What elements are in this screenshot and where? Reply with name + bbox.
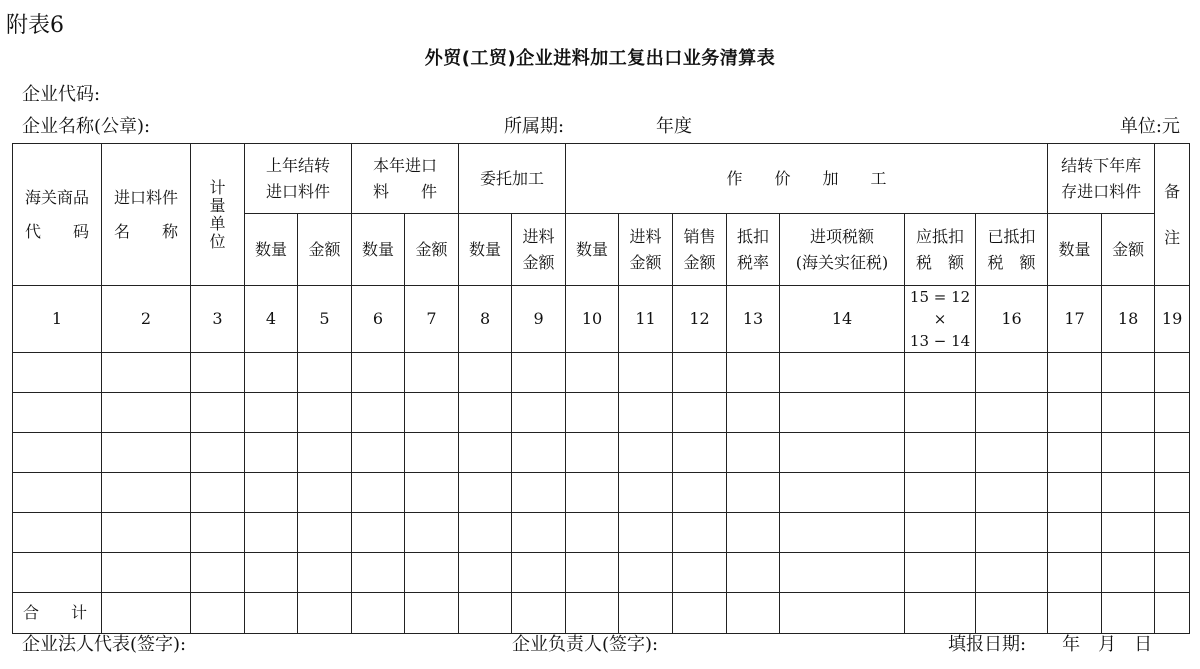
table-cell[interactable] [619,353,673,393]
company-code-label: 企业代码: [22,84,101,105]
table-cell[interactable] [976,513,1048,553]
col-number: 19 [1155,286,1190,353]
table-cell[interactable] [512,473,566,513]
header-this-year: 本年进口 料 件 [352,144,459,214]
table-cell[interactable] [102,433,191,473]
table-cell[interactable] [298,513,352,553]
col-number: 5 [298,286,352,353]
table-cell[interactable] [245,473,298,513]
table-cell[interactable] [619,393,673,433]
table-cell[interactable] [905,553,976,593]
company-name-label: 企业名称(公章): [22,116,151,137]
table-cell[interactable] [1048,593,1102,634]
table-cell[interactable] [352,393,405,433]
table-cell[interactable] [352,593,405,634]
table-cell[interactable] [352,353,405,393]
sub-deducted-tax: 已抵扣 税 额 [976,214,1048,286]
table-cell[interactable] [13,473,102,513]
table-row [13,473,1190,513]
table-cell[interactable] [566,553,619,593]
table-cell[interactable] [976,473,1048,513]
table-cell[interactable] [245,553,298,593]
table-cell[interactable] [1102,473,1155,513]
table-cell[interactable] [619,593,673,634]
table-cell[interactable] [245,353,298,393]
table-cell[interactable] [780,593,905,634]
col-number: 18 [1102,286,1155,353]
table-row [13,353,1190,393]
sub-qty: 数量 [566,214,619,286]
table-cell[interactable] [619,473,673,513]
total-label: 合 计 [13,593,102,634]
table-cell[interactable] [405,553,459,593]
sub-deductible-tax: 应抵扣 税 额 [905,214,976,286]
table-cell[interactable] [298,353,352,393]
table-cell[interactable] [245,393,298,433]
table-cell[interactable] [459,433,512,473]
table-cell[interactable] [1102,553,1155,593]
sub-deduction-rate: 抵扣 税率 [727,214,780,286]
table-cell[interactable] [1048,353,1102,393]
table-cell[interactable] [1155,353,1190,393]
column-number-row [13,286,1190,353]
table-cell[interactable] [566,513,619,553]
table-cell[interactable] [566,353,619,393]
table-cell[interactable] [619,553,673,593]
table-cell[interactable] [905,513,976,553]
table-cell[interactable] [298,473,352,513]
table-cell[interactable] [1048,433,1102,473]
table-cell[interactable] [1155,553,1190,593]
table-cell[interactable] [727,393,780,433]
table-cell[interactable] [905,433,976,473]
table-cell[interactable] [780,513,905,553]
table-cell[interactable] [298,593,352,634]
table-cell[interactable] [13,433,102,473]
sub-sales-amount: 销售 金额 [673,214,727,286]
table-cell[interactable] [245,433,298,473]
table-cell[interactable] [191,513,245,553]
table-cell[interactable] [102,513,191,553]
col-number: 8 [459,286,512,353]
table-cell[interactable] [102,393,191,433]
col-number: 6 [352,286,405,353]
header-unit: 计 量 单 位 [191,144,245,286]
table-row [13,433,1190,473]
settlement-table [12,143,1190,634]
fill-date-label: 填报日期: 年 月 日 [948,634,1153,655]
table-cell[interactable] [102,353,191,393]
legal-rep-signature-label: 企业法人代表(签字): [22,634,187,655]
table-cell[interactable] [1048,473,1102,513]
table-cell[interactable] [1048,393,1102,433]
sub-qty: 数量 [459,214,512,286]
sub-qty: 数量 [245,214,298,286]
table-cell[interactable] [459,473,512,513]
table-cell[interactable] [512,593,566,634]
col-number-formula: 15 = 12 × 13 − 14 [905,286,976,353]
table-cell[interactable] [1102,433,1155,473]
table-cell[interactable] [566,393,619,433]
table-cell[interactable] [976,593,1048,634]
sub-qty: 数量 [1048,214,1102,286]
table-cell[interactable] [1048,553,1102,593]
table-cell[interactable] [727,553,780,593]
col-number: 2 [102,286,191,353]
table-cell[interactable] [905,473,976,513]
table-cell[interactable] [298,393,352,433]
col-number: 3 [191,286,245,353]
table-cell[interactable] [512,513,566,553]
table-cell[interactable] [191,473,245,513]
header-commission: 委托加工 [459,144,566,214]
col-number: 14 [780,286,905,353]
table-cell[interactable] [459,353,512,393]
table-cell[interactable] [905,353,976,393]
table-cell[interactable] [1048,513,1102,553]
table-cell[interactable] [976,353,1048,393]
table-cell[interactable] [1102,593,1155,634]
table-cell[interactable] [1102,393,1155,433]
header-customs-code: 海关商品 代 码 [13,144,102,286]
col-number: 11 [619,286,673,353]
sub-imported-amount: 进料 金额 [512,214,566,286]
table-cell[interactable] [1102,513,1155,553]
header-row-groups [13,144,1190,214]
table-cell[interactable] [459,513,512,553]
form-title: 外贸(工贸)企业进料加工复出口业务清算表 [424,48,776,69]
table-cell[interactable] [102,553,191,593]
table-cell[interactable] [976,433,1048,473]
table-cell[interactable] [298,553,352,593]
col-number: 16 [976,286,1048,353]
col-number: 17 [1048,286,1102,353]
table-cell[interactable] [976,553,1048,593]
table-cell[interactable] [566,433,619,473]
col-number: 1 [13,286,102,353]
table-cell[interactable] [245,513,298,553]
table-cell[interactable] [512,433,566,473]
col-number: 9 [512,286,566,353]
table-cell[interactable] [780,393,905,433]
table-cell[interactable] [673,553,727,593]
table-cell[interactable] [673,473,727,513]
table-cell[interactable] [102,473,191,513]
sub-amount: 金额 [1102,214,1155,286]
table-cell[interactable] [727,353,780,393]
table-row [13,393,1190,433]
table-cell[interactable] [191,393,245,433]
table-cell[interactable] [405,353,459,393]
table-cell[interactable] [673,433,727,473]
table-cell[interactable] [352,433,405,473]
table-cell[interactable] [512,393,566,433]
table-cell[interactable] [13,553,102,593]
table-cell[interactable] [459,553,512,593]
table-cell[interactable] [352,473,405,513]
table-cell[interactable] [566,473,619,513]
table-cell[interactable] [1155,473,1190,513]
header-last-year: 上年结转 进口料件 [245,144,352,214]
table-cell[interactable] [459,393,512,433]
table-cell[interactable] [512,553,566,593]
header-pricing: 作 价 加 工 [566,144,1048,214]
table-cell[interactable] [191,433,245,473]
table-cell[interactable] [727,433,780,473]
sub-input-tax: 进项税额 (海关实征税) [780,214,905,286]
table-cell[interactable] [191,593,245,634]
header-carry-forward: 结转下年库 存进口料件 [1048,144,1155,214]
table-cell[interactable] [245,593,298,634]
table-cell[interactable] [191,353,245,393]
table-cell[interactable] [1155,433,1190,473]
table-cell[interactable] [405,513,459,553]
period-label: 所属期: [504,116,565,137]
table-cell[interactable] [905,393,976,433]
table-cell[interactable] [459,593,512,634]
table-cell[interactable] [727,473,780,513]
table-cell[interactable] [1155,593,1190,634]
col-number: 12 [673,286,727,353]
sub-amount: 金额 [405,214,459,286]
table-cell[interactable] [673,393,727,433]
table-cell[interactable] [780,353,905,393]
table-cell[interactable] [405,593,459,634]
table-cell[interactable] [1155,393,1190,433]
table-cell[interactable] [352,513,405,553]
col-number: 10 [566,286,619,353]
table-cell[interactable] [780,553,905,593]
table-cell[interactable] [298,433,352,473]
table-cell[interactable] [352,553,405,593]
table-cell[interactable] [191,553,245,593]
table-cell[interactable] [673,593,727,634]
table-cell[interactable] [13,393,102,433]
table-cell[interactable] [727,513,780,553]
appendix-label: 附表6 [6,13,64,38]
col-number: 7 [405,286,459,353]
total-row [13,593,1190,634]
sub-qty: 数量 [352,214,405,286]
manager-signature-label: 企业负责人(签字): [512,634,659,655]
table-cell[interactable] [1102,353,1155,393]
sub-amount: 金额 [298,214,352,286]
table-cell[interactable] [405,433,459,473]
table-cell[interactable] [727,593,780,634]
header-remark: 备 注 [1155,144,1190,286]
table-cell[interactable] [673,353,727,393]
year-label: 年度 [656,116,692,137]
table-row [13,513,1190,553]
table-cell[interactable] [512,353,566,393]
table-cell[interactable] [976,393,1048,433]
table-cell[interactable] [619,513,673,553]
table-cell[interactable] [780,433,905,473]
col-number: 13 [727,286,780,353]
table-cell[interactable] [13,513,102,553]
table-cell[interactable] [619,433,673,473]
table-cell[interactable] [405,393,459,433]
table-cell[interactable] [905,593,976,634]
table-cell[interactable] [405,473,459,513]
table-cell[interactable] [102,593,191,634]
table-cell[interactable] [13,353,102,393]
table-cell[interactable] [780,473,905,513]
header-material-name: 进口料件 名 称 [102,144,191,286]
sub-imported-amount: 进料 金额 [619,214,673,286]
unit-label: 单位:元 [1119,116,1180,137]
table-cell[interactable] [566,593,619,634]
table-row [13,553,1190,593]
col-number: 4 [245,286,298,353]
table-cell[interactable] [673,513,727,553]
table-cell[interactable] [1155,513,1190,553]
